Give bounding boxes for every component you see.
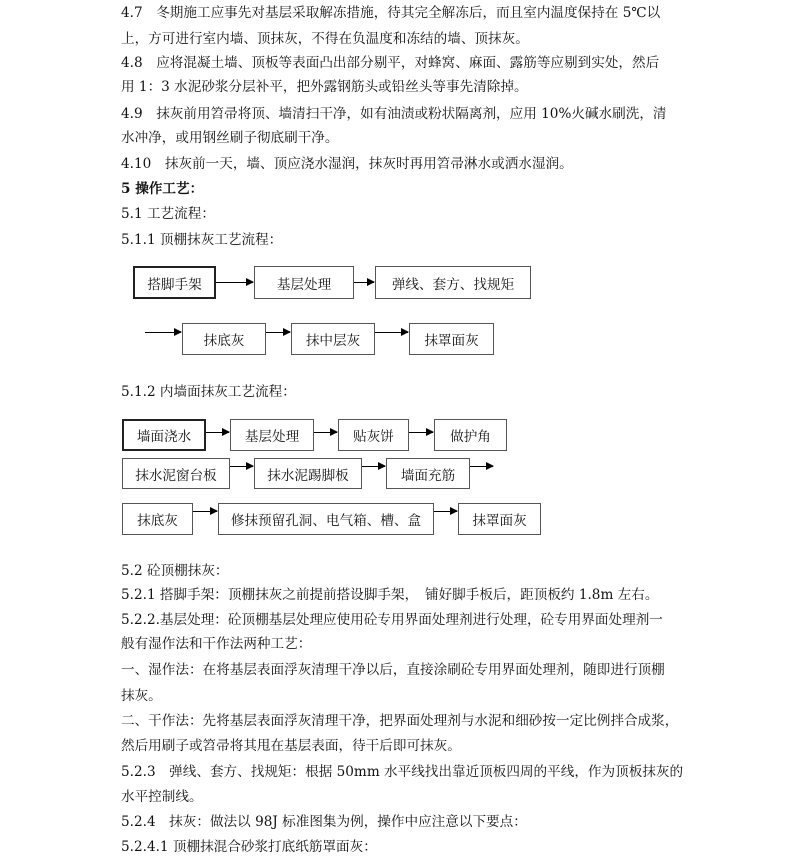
flow-step: 基层处理 xyxy=(230,419,314,451)
flow-step: 抹底灰 xyxy=(122,503,193,535)
flow-step: 搭脚手架 xyxy=(133,266,216,299)
para-line: 抹灰。 xyxy=(121,688,162,704)
arrow-icon xyxy=(193,511,217,512)
flow-step: 墙面浇水 xyxy=(122,419,206,451)
para-line: 5.2.1 搭脚手架：顶棚抹灰之前提前搭设脚手架， 铺好脚手板后，距顶板约 1.8m 左右。 xyxy=(121,587,659,603)
para-line: 一、湿作法：在将基层表面浮灰清理干净以后，直接涂刷砼专用界面处理剂，随即进行顶棚 xyxy=(121,662,665,678)
subsection-heading: 5.1 工艺流程： xyxy=(121,206,215,222)
para-line: 5.2.2.基层处理：砼顶棚基层处理应使用砼专用界面处理剂进行处理，砼专用界面处理剂一 xyxy=(121,612,663,628)
flow-step: 抹水泥窗台板 xyxy=(122,458,230,489)
para-line: 用 1：3 水泥砂浆分层补平，把外露钢筋头或铅丝头等事先清除掉。 xyxy=(121,79,528,95)
para-line: 般有湿作法和干作法两种工艺： xyxy=(121,636,312,652)
arrow-icon xyxy=(216,282,253,283)
para-line: 水冲净，或用钢丝刷子彻底刷干净。 xyxy=(121,130,339,146)
para-line: 水平控制线。 xyxy=(121,789,203,805)
arrow-icon xyxy=(409,432,433,433)
arrow-icon xyxy=(145,332,181,333)
para-line: 5.2.3 弹线、套方、找规矩：根据 50mm 水平线找出靠近顶板四周的平线，作为顶板抹灰的 xyxy=(121,764,684,780)
flow-step: 基层处理 xyxy=(254,266,354,299)
para-line: 4.9 抹灰前用笤帚将顶、墙清扫干净，如有油渍或粉状隔离剂，应用 10%火碱水刷洗，清 xyxy=(121,106,667,122)
section-heading: 5 操作工艺： xyxy=(121,181,204,197)
arrow-icon xyxy=(362,466,385,467)
arrow-icon xyxy=(266,332,290,333)
flow-step: 做护角 xyxy=(434,419,507,451)
subsection-heading: 5.1.1 顶棚抹灰工艺流程： xyxy=(121,232,283,248)
para-line: 4.8 应将混凝土墙、顶板等表面凸出部分剔平，对蜂窝、麻面、露筋等应剔到实处，然后 xyxy=(121,55,660,71)
para-line: 4.10 抹灰前一天，墙、顶应浇水湿润，抹灰时再用笤帚淋水或洒水湿润。 xyxy=(121,156,573,172)
para-line: 二、干作法：先将基层表面浮灰清理干净，把界面处理剂与水泥和细砂按一定比例拌合成浆， xyxy=(121,713,679,729)
subsection-heading: 5.2 砼顶棚抹灰： xyxy=(121,563,229,579)
flow-step: 抹罩面灰 xyxy=(409,323,494,355)
flow-step: 弹线、套方、找规矩 xyxy=(375,266,531,299)
flow-step: 抹水泥踢脚板 xyxy=(254,458,362,489)
flow-step: 墙面充筋 xyxy=(386,458,470,489)
flow-step: 贴灰饼 xyxy=(338,419,409,451)
arrow-icon xyxy=(375,332,408,333)
flow-step: 抹中层灰 xyxy=(291,323,375,355)
arrow-icon xyxy=(314,432,337,433)
arrow-icon xyxy=(470,466,493,467)
para-line: 上，方可进行室内墙、顶抹灰，不得在负温度和冻结的墙、顶抹灰。 xyxy=(121,31,529,47)
para-line: 5.2.4 抹灰：做法以 98J 标准图集为例，操作中应注意以下要点： xyxy=(121,814,527,830)
flow-step: 抹罩面灰 xyxy=(458,503,541,535)
arrow-icon xyxy=(354,282,374,283)
subsection-heading: 5.1.2 内墙面抹灰工艺流程： xyxy=(121,384,296,400)
para-line: 4.7 冬期施工应事先对基层采取解冻措施，待其完全解冻后，而且室内温度保持在 5℃以 xyxy=(121,5,661,21)
flow-step: 修抹预留孔洞、电气箱、槽、盒 xyxy=(218,503,434,535)
arrow-icon xyxy=(206,432,229,433)
arrow-icon xyxy=(434,511,457,512)
para-line: 5.2.4.1 顶棚抹混合砂浆打底纸筋罩面灰： xyxy=(121,839,377,855)
para-line: 然后用刷子或笤帚将其甩在基层表面，待干后即可抹灰。 xyxy=(121,738,461,754)
arrow-icon xyxy=(230,466,253,467)
flow-step: 抹底灰 xyxy=(182,323,266,355)
